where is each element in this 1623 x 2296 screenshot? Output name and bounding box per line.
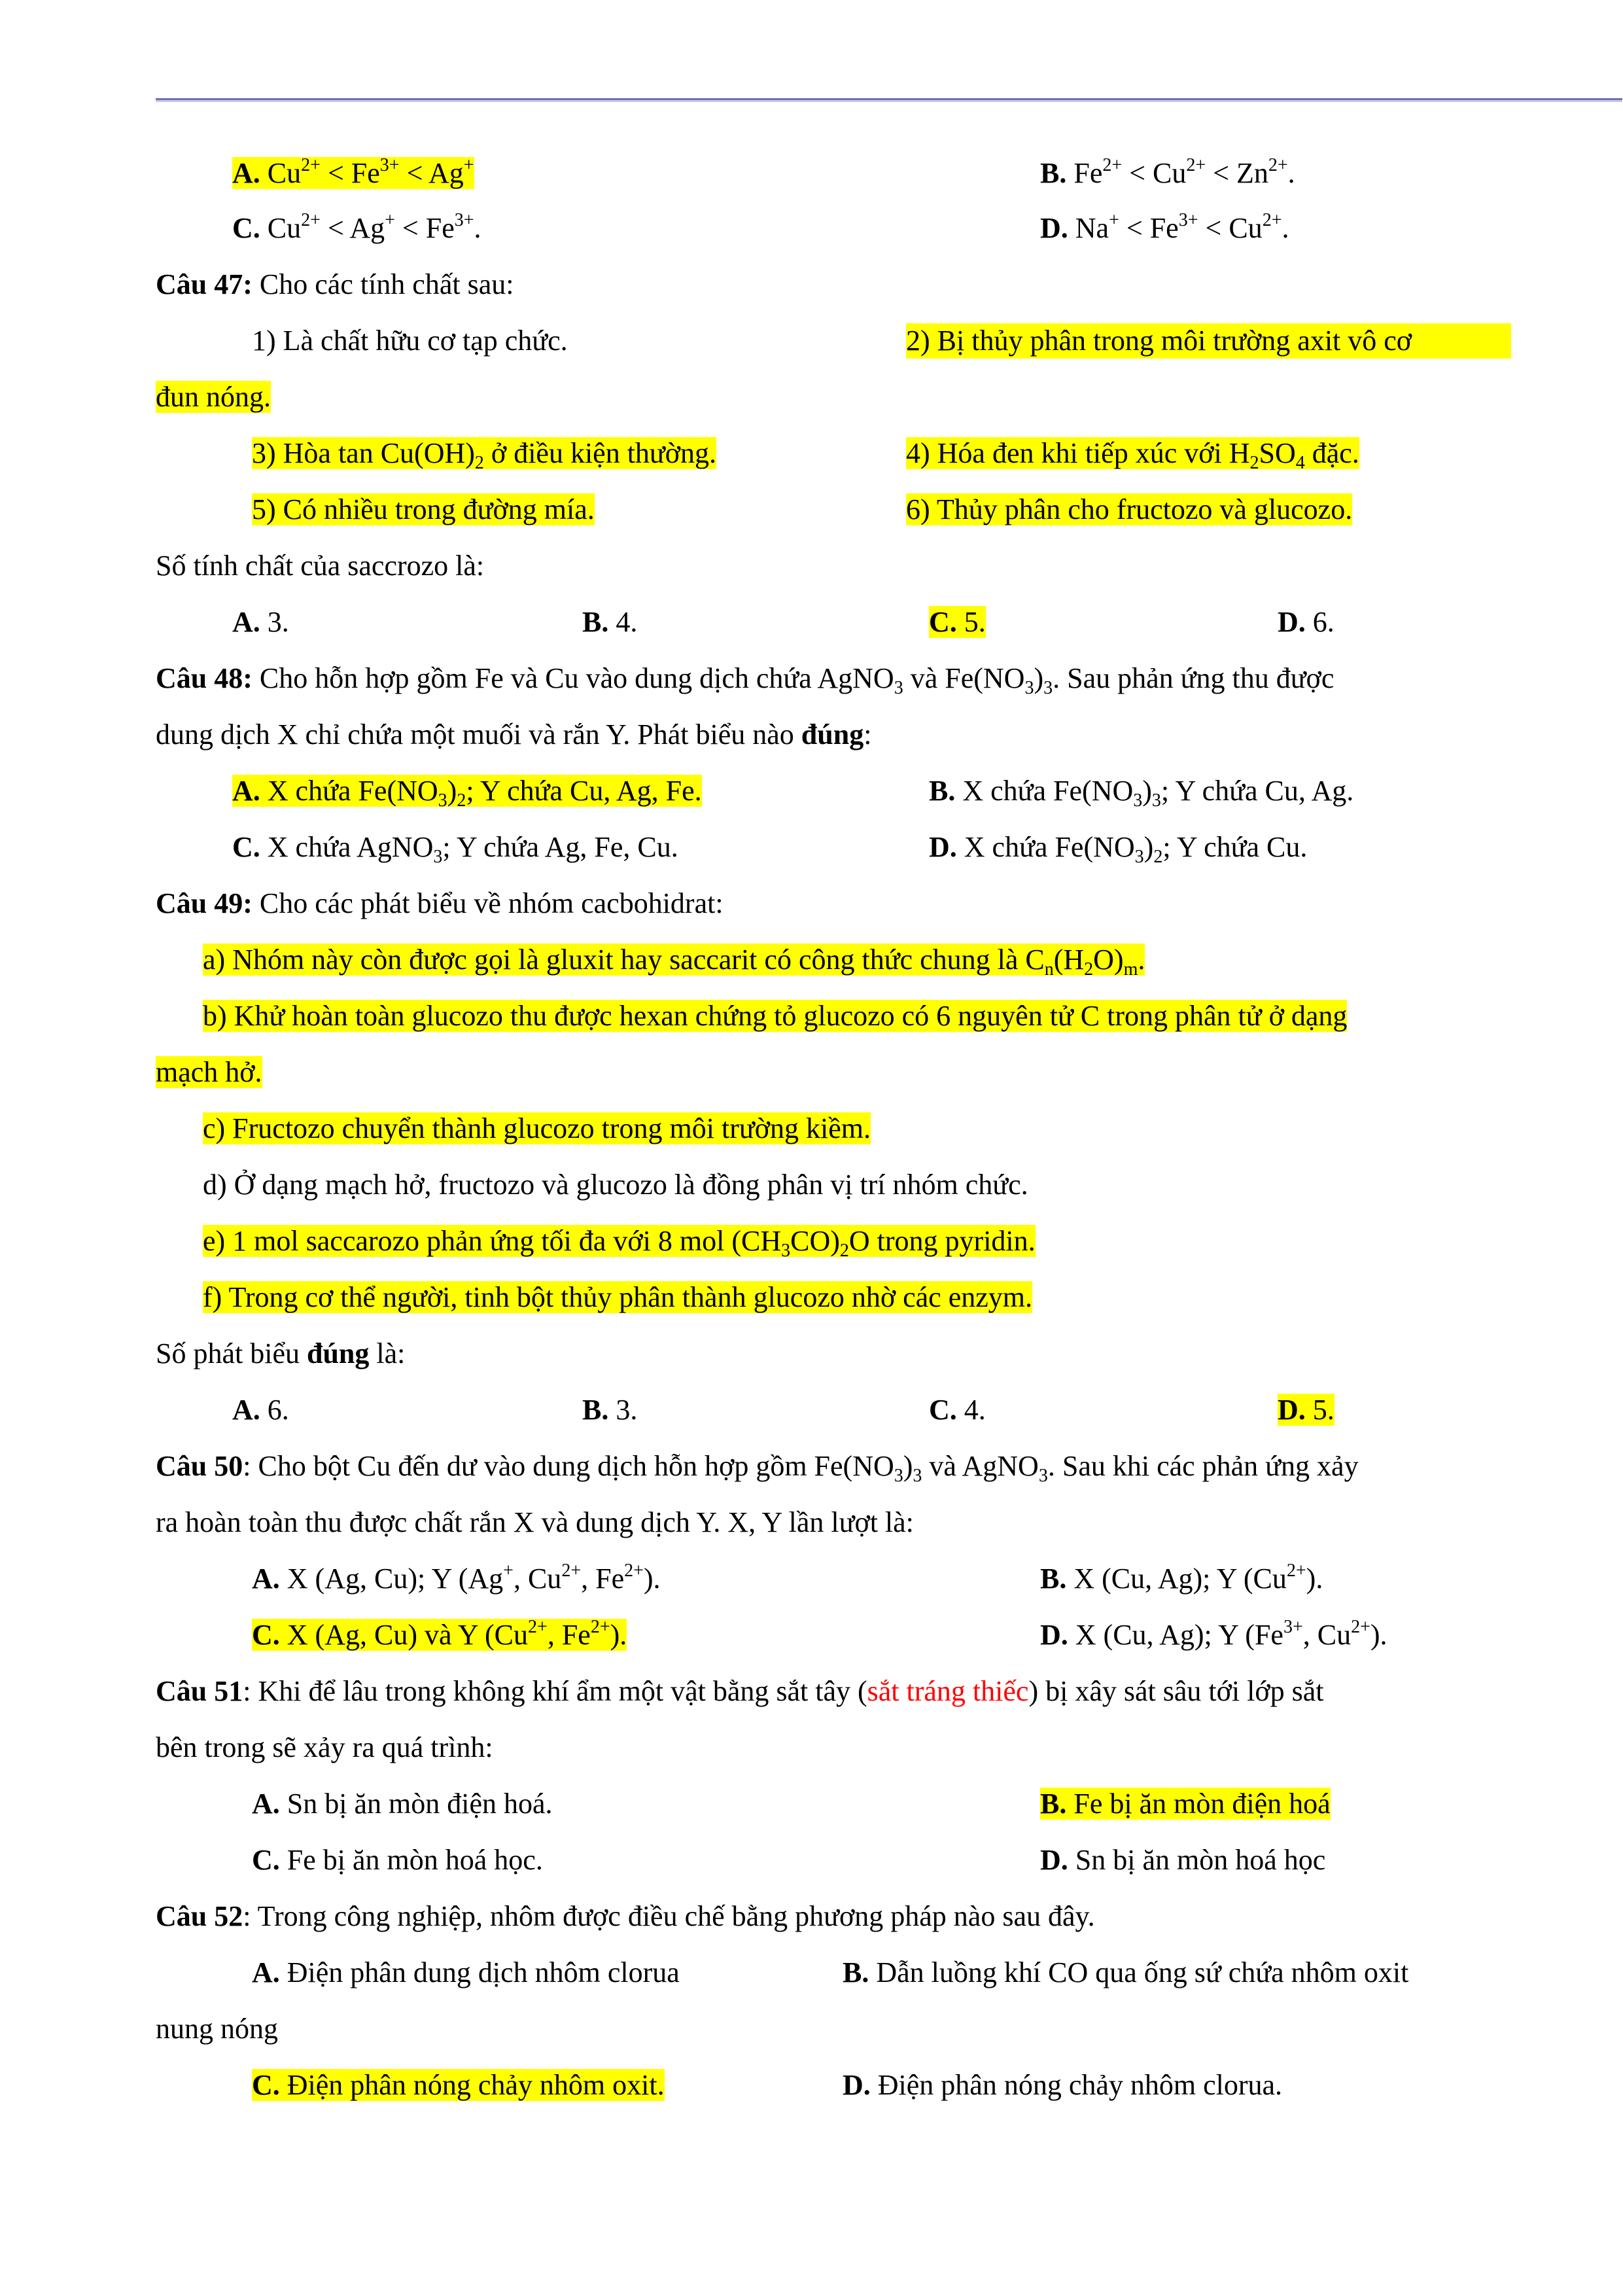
q47-property-3: 3) Hòa $\tan Cu(OH)_2$ ở điều kiện thường.	[252, 437, 717, 473]
q49-statement-b: b) Khử hoàn toàn glucozo thu được hexan chứng tỏ glucozo có 6 nguyên tử C trong phân tử ở dạng	[203, 1000, 1348, 1032]
q47-option-d: D. 6.	[1278, 606, 1335, 638]
q49-statement-f: f) Trong cơ thể người, tinh bột thủy phân thành glucozo nhờ các enzym.	[203, 1281, 1032, 1313]
q52-option-a: A. Điện phân dung dịch nhôm clorua	[252, 1956, 680, 1988]
q51-stem-line1: Câu 51: Khi để lâu trong không khí ẩm một vật bằng sắt tây (sắt tráng thiếc) bị xây sát sâu tới lớp sắt	[156, 1675, 1324, 1707]
q51-option-b: B. Fe bị ăn mòn điện hoá	[1040, 1788, 1331, 1820]
q46-option-b: B. $Fe^{2+} < Cu^{2+} < Zn^{2+}$.	[1040, 155, 1295, 189]
q52-option-b-cont: nung nóng	[156, 2013, 278, 2045]
q48-stem-line2: dung dịch X chỉ chứa một muối và rắn Y. Phát biểu nào đúng:	[156, 718, 872, 751]
q49-stem: Câu 49: Cho các phát biểu về nhóm cacbohidrat:	[156, 887, 724, 919]
q47-property-2: 2) Bị thủy phân trong môi trường axit vô cơ	[906, 323, 1511, 359]
q49-option-a: A. 6.	[232, 1394, 289, 1426]
q49-question: Số phát biểu đúng là:	[156, 1337, 406, 1369]
q50-option-d: D. X (Cu, Ag); Y ($Fe^{3+}$, $Cu^{2+}$).	[1040, 1617, 1387, 1651]
q49-statement-d: d) Ở dạng mạch hở, fructozo và glucozo là đồng phân vị trí nhóm chức.	[203, 1169, 1028, 1201]
q47-property-4: 4) Hóa đen khi tiếp xúc với $H_2SO_4$ đặc.	[906, 437, 1359, 473]
q49-statement-c: c) Fructozo chuyển thành glucozo trong môi trường kiềm.	[203, 1112, 871, 1144]
q48-option-c: C. X chứa AgNO$_3$; Y chứa Ag, Fe, Cu.	[232, 831, 678, 867]
q47-option-a: A. 3.	[232, 606, 289, 638]
q48-stem-line1: Câu 48: Cho hỗn hợp gồm Fe và Cu vào dung dịch chứa AgNO$_3$ và $Fe(NO_3)_3$. Sau phản ứng thu được	[156, 662, 1335, 698]
q47-property-2-cont: đun nóng.	[156, 381, 271, 413]
q48-option-a: A. X chứa $Fe(NO_3)_2$; Y chứa Cu, Ag, Fe.	[232, 775, 702, 811]
q50-option-b: B. X (Cu, Ag); Y $(Cu^{2+})$.	[1040, 1561, 1323, 1595]
q51-option-a: A. Sn bị ăn mòn điện hoá.	[252, 1788, 553, 1820]
q49-option-d: D. 5.	[1278, 1394, 1335, 1426]
header-rule	[156, 98, 1622, 100]
q52-option-c: C. Điện phân nóng chảy nhôm oxit.	[252, 2069, 665, 2101]
q51-stem-line2: bên trong sẽ xảy ra quá trình:	[156, 1731, 493, 1763]
q46-option-a: A. $Cu^{2+} < Fe^{3+} < Ag^+$	[232, 155, 474, 189]
q49-option-c: C. 4.	[929, 1394, 986, 1426]
q50-option-c: C. X (Ag, Cu) và Y ($Cu^{2+}$, $Fe^{2+}$).	[252, 1617, 627, 1651]
q47-option-b: B. 4.	[582, 606, 638, 638]
q50-option-a: A. X (Ag, Cu); Y (Ag+, $Cu^{2+}$, $Fe^{2+}$).	[252, 1561, 661, 1595]
q48-option-d: D. X chứa $Fe(NO_3)_2$; Y chứa Cu.	[929, 831, 1308, 867]
q52-option-b: B. Dẫn luồng khí CO qua ống sứ chứa nhôm oxit	[843, 1956, 1409, 1988]
q46-option-c: C. $Cu^{2+} < Ag^+ < Fe^{3+}$.	[232, 210, 481, 244]
q52-option-d: D. Điện phân nóng chảy nhôm clorua.	[843, 2069, 1283, 2101]
q48-option-b: B. X chứa $Fe(NO_3)_3$; Y chứa Cu, Ag.	[929, 775, 1354, 811]
q47-property-6: 6) Thủy phân cho fructozo và glucozo.	[906, 493, 1353, 525]
q52-stem: Câu 52: Trong công nghiệp, nhôm được điều chế bằng phương pháp nào sau đây.	[156, 1900, 1095, 1932]
q47-property-1: 1) Là chất hữu cơ tạp chức.	[252, 325, 568, 357]
q51-option-c: C. Fe bị ăn mòn hoá học.	[252, 1844, 543, 1876]
q50-stem-line1: Câu 50: Cho bột Cu đến dư vào dung dịch hỗn hợp gồm $Fe(NO_3)_3$ và AgNO$_3$. Sau khi các phản ứng xảy	[156, 1450, 1359, 1486]
q50-stem-line2: ra hoàn toàn thu được chất rắn X và dung dịch Y. X, Y lần lượt là:	[156, 1506, 914, 1538]
q49-option-b: B. 3.	[582, 1394, 638, 1426]
q46-option-d: D. $Na^+ < Fe^{3+} < Cu^{2+}$.	[1040, 210, 1289, 244]
q47-option-c: C. 5.	[929, 606, 986, 638]
q47-property-5: 5) Có nhiều trong đường mía.	[252, 493, 595, 525]
q49-statement-e: e) 1 mol saccarozo phản ứng tối đa với 8 mol $(CH_3CO)_2O$ trong pyridin.	[203, 1225, 1036, 1261]
q51-option-d: D. Sn bị ăn mòn hoá học	[1040, 1844, 1326, 1876]
q49-statement-b-cont: mạch hở.	[156, 1056, 262, 1088]
q49-statement-a: a) Nhóm này còn được gọi là gluxit hay saccarit có công thức chung là $C_n(H_2O)_m$.	[203, 944, 1145, 980]
q47-question: Số tính chất của saccrozo là:	[156, 550, 485, 582]
q47-stem: Câu 47: Cho các tính chất sau:	[156, 268, 514, 300]
